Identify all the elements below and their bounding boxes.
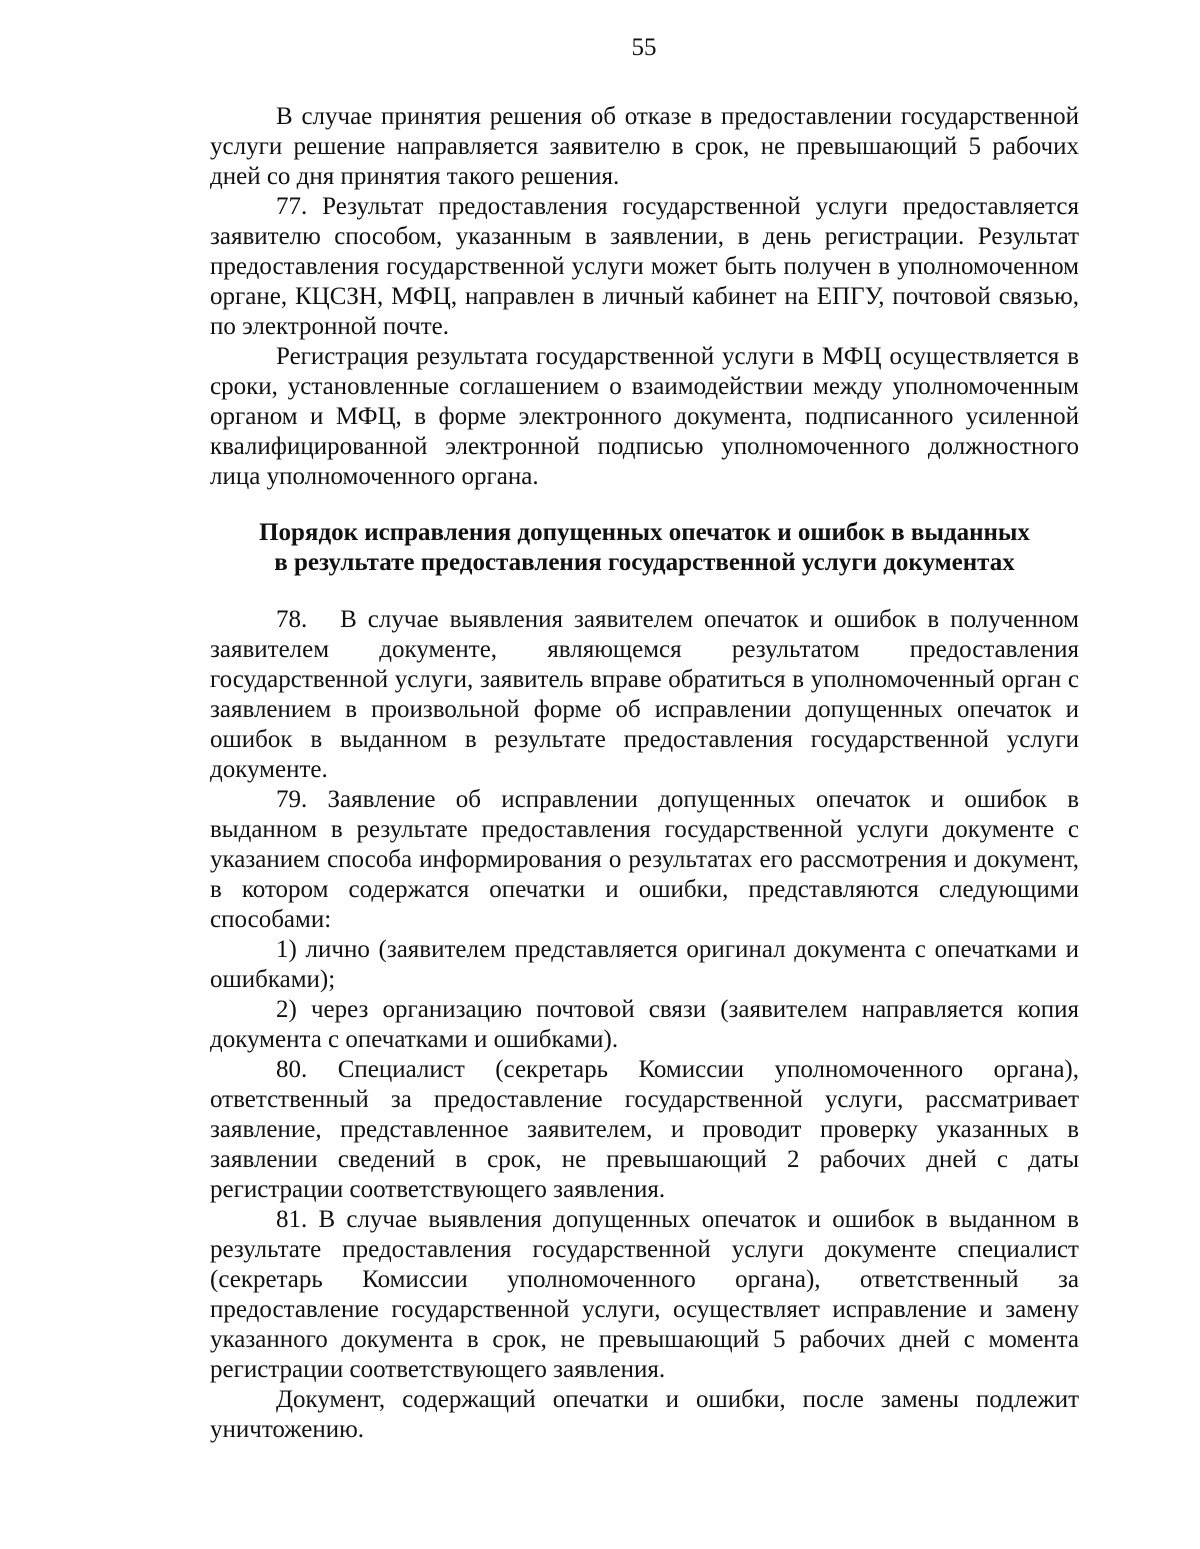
paragraph-78: 78. В случае выявления заявителем опечаток и ошибок в полученном заявителем документе, являющемся результатом предоставления государственной услуги, заявитель вправе обратиться в уполномоченный орган с заявлением в произвольной форме об исправлении допущенных опечаток и ошибок в выданном в результате предоставления государственной услуги документе. xyxy=(210,606,1086,783)
section-heading-line-1: Порядок исправления допущенных опечаток и ошибок в выданных xyxy=(259,519,1030,546)
paragraph-document-destruction: Документ, содержащий опечатки и ошибки, после замены подлежит уничтожению. xyxy=(210,1386,1079,1443)
page-number: 55 xyxy=(631,34,657,61)
list-item-in-person: 1) лично (заявителем представляется оригинал документа с опечатками и ошибками); xyxy=(210,936,1079,993)
paragraph-refusal-decision: В случае принятия решения об отказе в предоставлении государственной услуги решение направляется заявителю в срок, не превышающий 5 рабочих дней со дня принятия такого решения. xyxy=(210,103,1079,190)
paragraph-77: 77. Результат предоставления государственной услуги предоставляется заявителю способом, указанным в заявлении, в день регистрации. Результат предоставления государственной услуги может быть получен в уполномоченном органе, КЦСЗН, МФЦ, направлен в личный кабинет на ЕПГУ, почтовой связью, по электронной почте. xyxy=(210,193,1079,340)
paragraph-81: 81. В случае выявления допущенных опечаток и ошибок в выданном в результате предоставления государственной услуги документе специалист (секретарь Комиссии уполномоченного органа), ответственный за предоставление государственной услуги, осуществляет исправление и замену указанного документа в срок, не превышающий 5 рабочих дней с момента регистрации соответствующего заявления. xyxy=(210,1206,1079,1383)
section-heading xyxy=(210,518,1079,578)
paragraph-result-registration: Регистрация результата государственной услуги в МФЦ осуществляется в сроки, установленные соглашением о взаимодействии между уполномоченным органом и МФЦ, в форме электронного документа, подписанного усиленной квалифицированной электронной подписью уполномоченного должностного лица уполномоченного органа. xyxy=(210,343,1079,490)
section-heading-line-2: в результате предоставления государственной услуги документах xyxy=(274,549,1015,576)
paragraph-79: 79. Заявление об исправлении допущенных опечаток и ошибок в выданном в результате предоставления государственной услуги документе с указанием способа информирования о результатах его рассмотрения и документ, в котором содержатся опечатки и ошибки, представляются следующими способами: xyxy=(210,786,1079,933)
document-body xyxy=(210,102,1086,1445)
paragraph-80: 80. Специалист (секретарь Комиссии уполномоченного органа), ответственный за предоставление государственной услуги, рассматривает заявление, представленное заявителем, и проводит проверку указанных в заявлении сведений в срок, не превышающий 2 рабочих дней с даты регистрации соответствующего заявления. xyxy=(210,1056,1079,1203)
list-item-by-post: 2) через организацию почтовой связи (заявителем направляется копия документа с опечатками и ошибками). xyxy=(210,996,1079,1053)
